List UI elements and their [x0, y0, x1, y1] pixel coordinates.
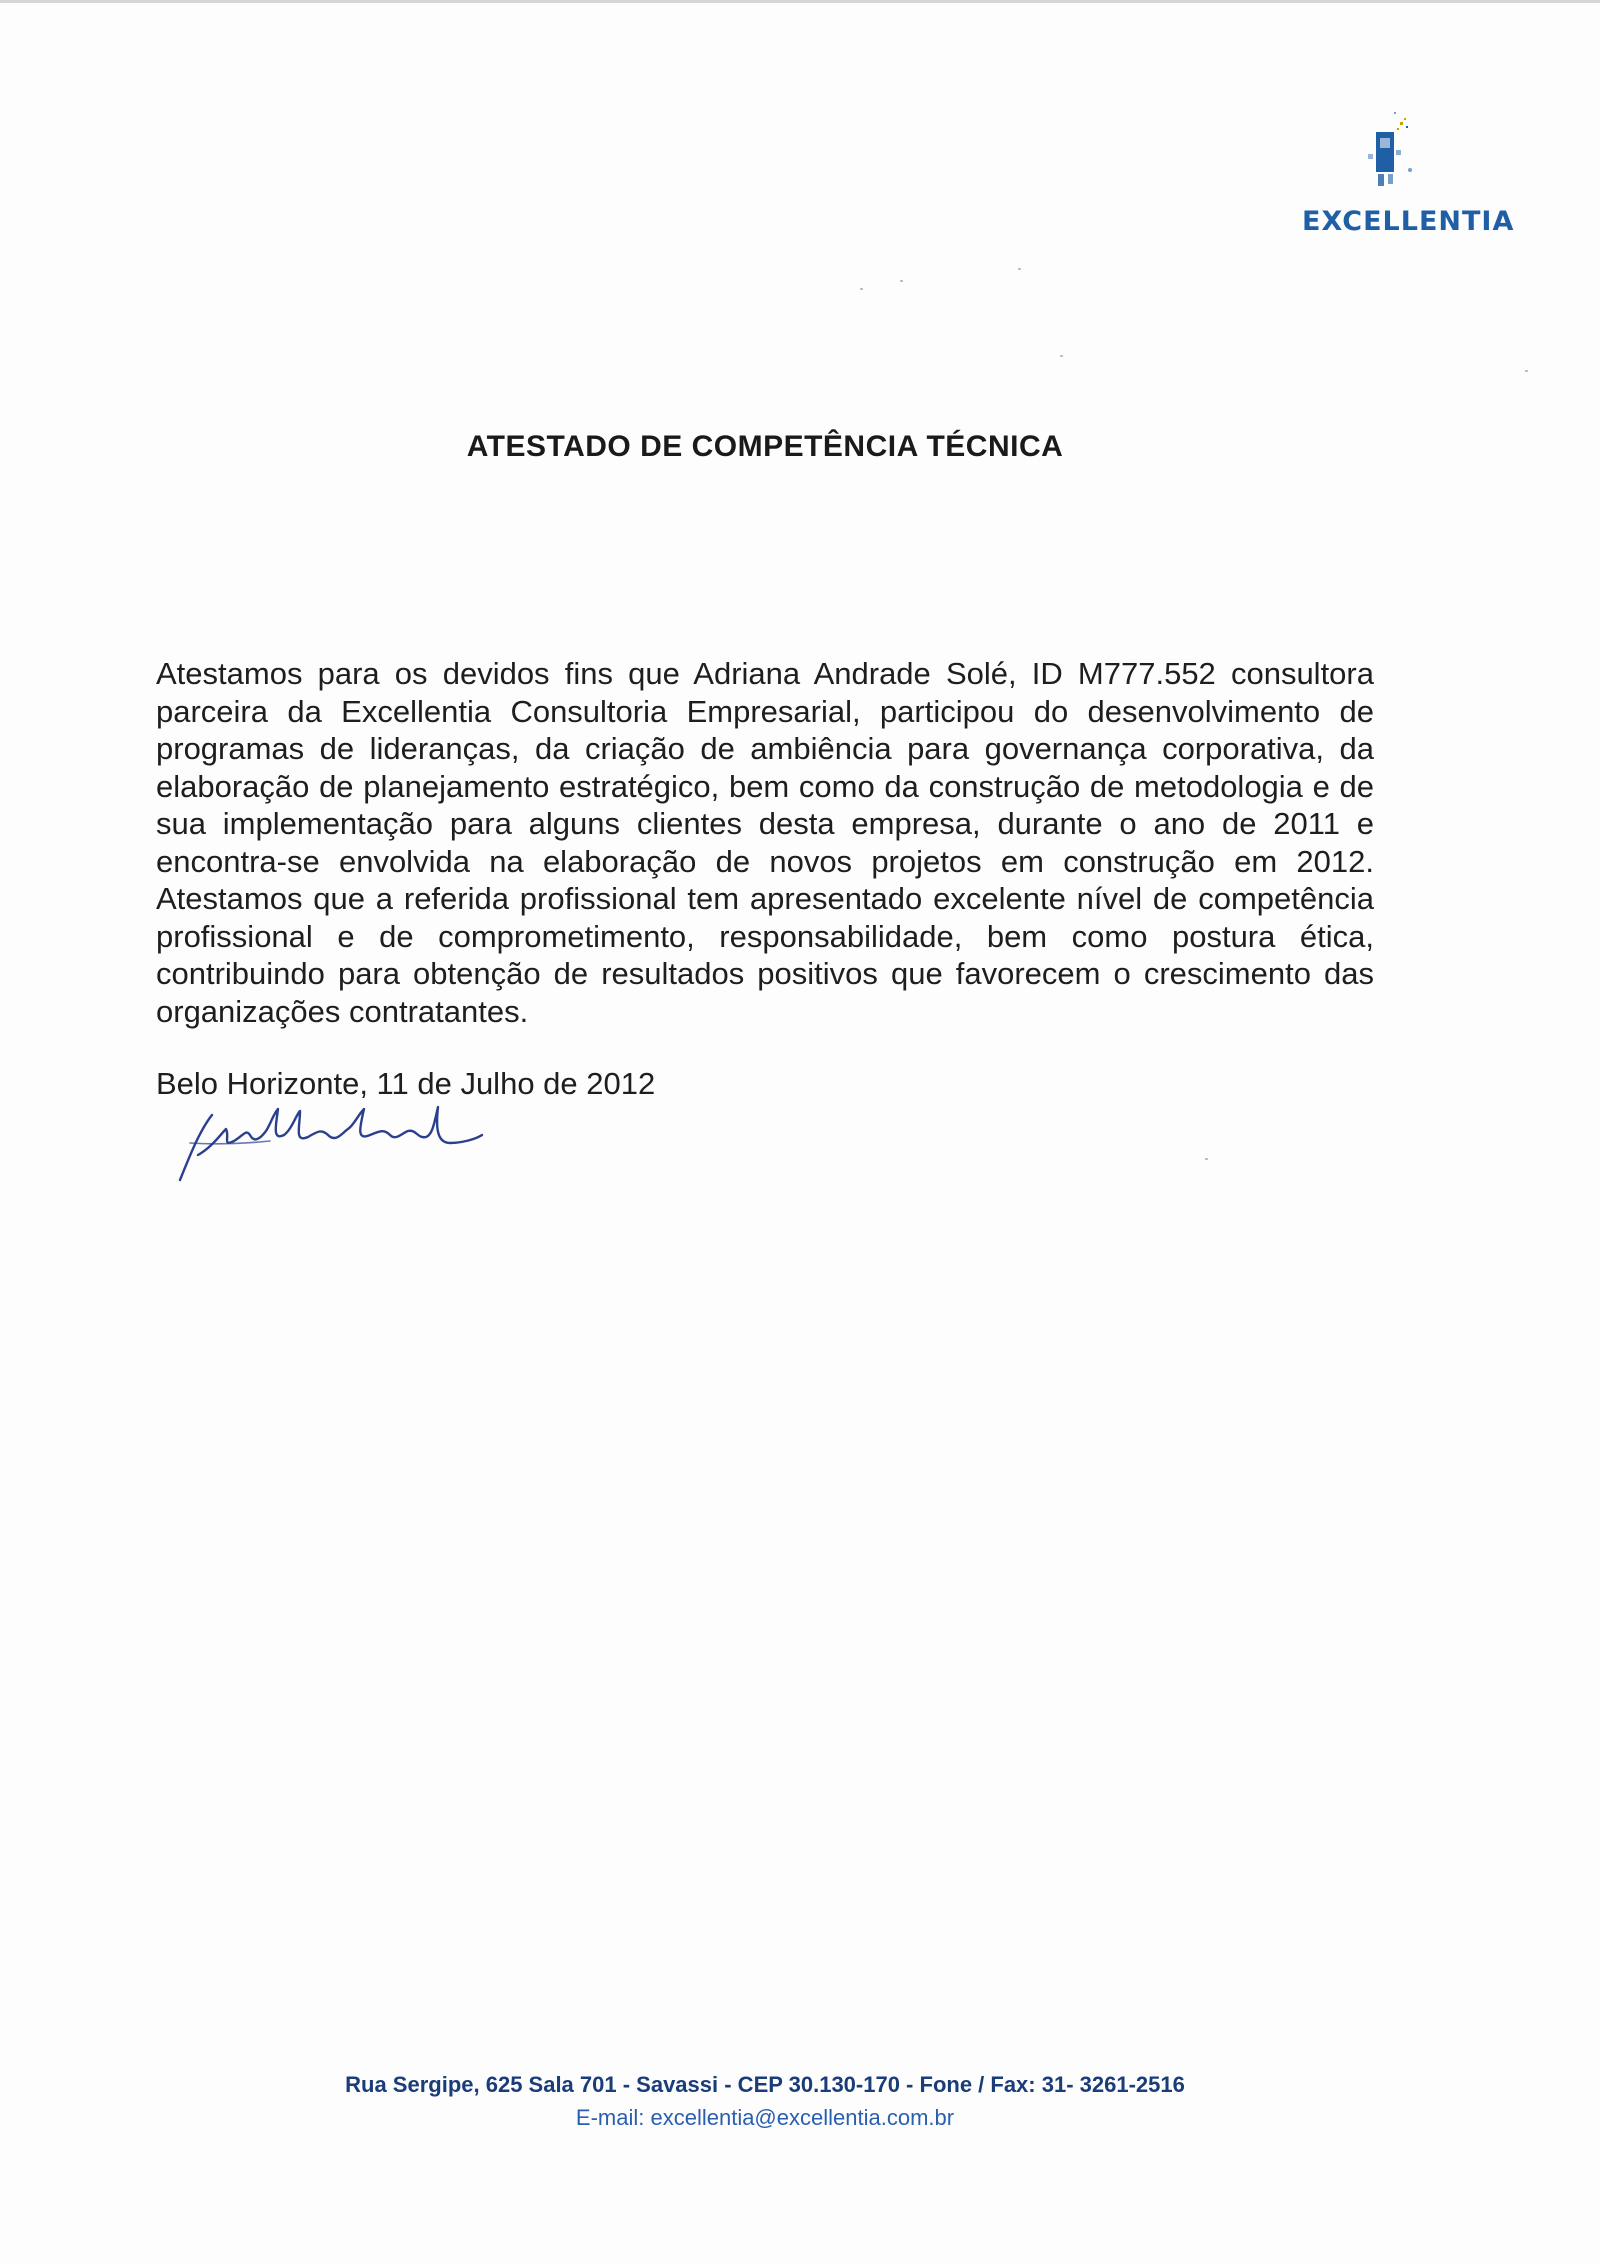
logo-wordmark: EXCELLENTIA — [1302, 206, 1515, 237]
company-logo — [1292, 110, 1515, 250]
document-title: ATESTADO DE COMPETÊNCIA TÉCNICA — [466, 430, 1064, 463]
document-body: Atestamos para os devidos fins que Adriana Andrade Solé, ID M777.552 consultora parceira da Excellentia Consultoria Empresarial, participou do desenvolvimento de programas de lideranças, da criação de ambiência para governança corporativa, da elaboração de planejamento estratégico, bem como da construção de metodologia e de sua implementação para alguns clientes desta empresa, durante o ano de 2011 e encontra-se envolvida na elaboração de novos projetos em construção em 2012. Atestamos que a referida profissional tem apresentado excelente nível de competência profissional e de comprometimento, responsabilidade, bem como postura ética, contribuindo para obtenção de resultados positivos que favorecem o crescimento das organizações contratantes. — [156, 656, 1374, 1029]
place-and-date: Belo Horizonte, 11 de Julho de 2012 — [156, 1066, 656, 1101]
scan-edge — [0, 0, 1600, 3]
scan-speck — [1525, 370, 1528, 372]
scan-speck — [1018, 268, 1021, 270]
scan-speck — [1060, 355, 1063, 357]
scan-speck — [1205, 1158, 1208, 1160]
logo-mark-icon — [1364, 110, 1414, 202]
scan-speck — [900, 280, 903, 282]
scan-speck — [860, 288, 863, 290]
handwritten-signature — [160, 1085, 490, 1195]
footer-address: Rua Sergipe, 625 Sala 701 - Savassi - CEP 30.130-170 - Fone / Fax: 31- 3261-2516 — [345, 2072, 1185, 2097]
footer-email: E-mail: excellentia@excellentia.com.br — [575, 2105, 955, 2130]
